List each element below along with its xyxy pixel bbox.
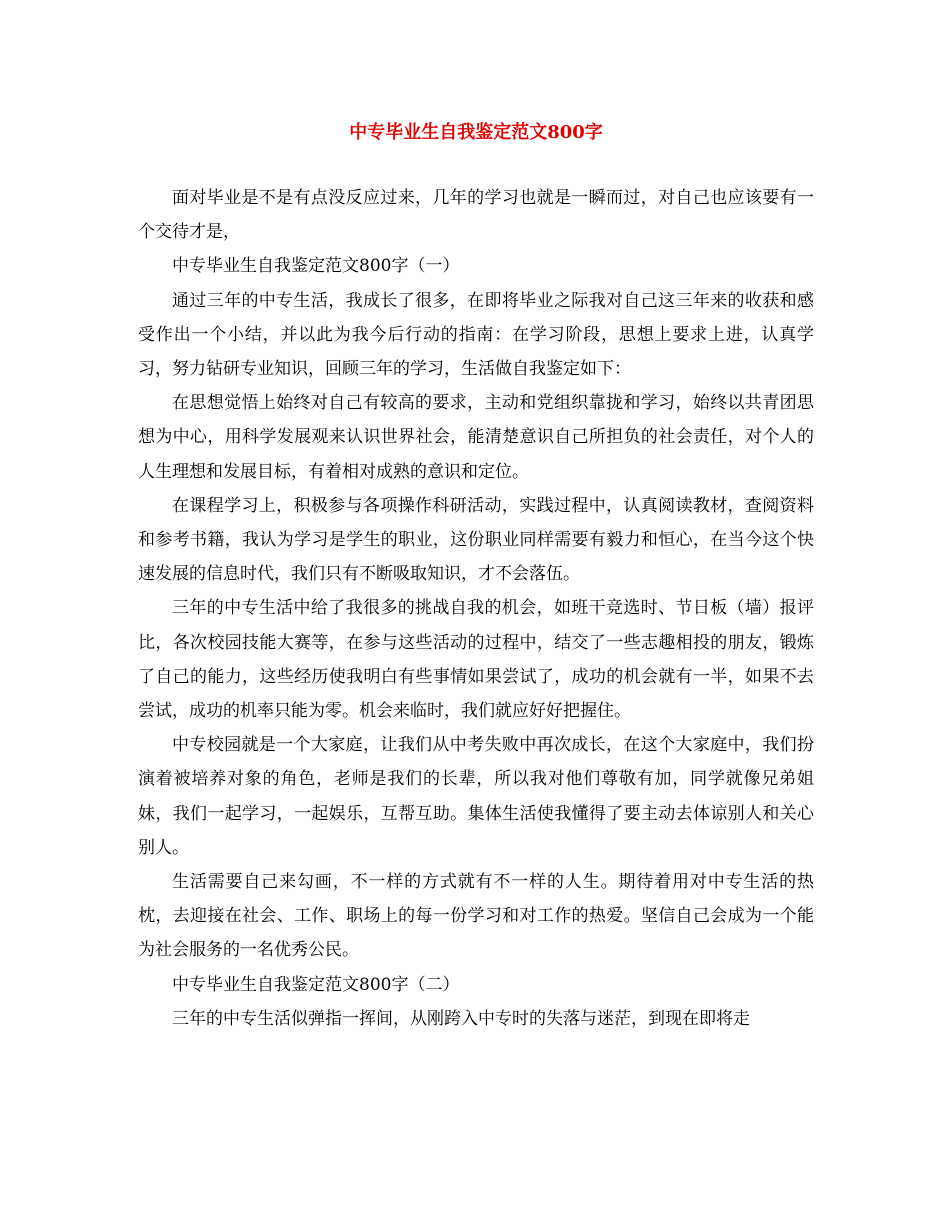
body-paragraph: 在思想觉悟上始终对自己有较高的要求，主动和党组织靠拢和学习，始终以共青团思想为中心，用科学发展观来认识世界社会，能清楚意识自己所担负的社会责任，对个人的人生理想和发展目标，有着相对成熟的意识和定位。 <box>138 393 814 482</box>
body-paragraph: 在课程学习上，积极参与各项操作科研活动，实践过程中，认真阅读教材，查阅资料和参考书籍，我认为学习是学生的职业，这份职业同样需要有毅力和恒心，在当今这个快速发展的信息时代，我们只有不断吸取知识，才不会落伍。 <box>138 495 814 585</box>
body-paragraph: 中专校园就是一个大家庭，让我们从中考失败中再次成长，在这个大家庭中，我们扮演着被培养对象的角色，老师是我们的长辈，所以我对他们尊敬有加，同学就像兄弟姐妹，我们一起学习，一起娱乐，互帮互助。集体生活使我懂得了要主动去体谅别人和关心别人。 <box>138 735 814 858</box>
document-title: 中专毕业生自我鉴定范文800字 <box>349 122 603 143</box>
section-heading-two: 中专毕业生自我鉴定范文800字（二） <box>172 974 460 995</box>
body-paragraph: 三年的中专生活似弹指一挥间，从刚跨入中专时的失落与迷茫，到现在即将走 <box>172 1008 750 1029</box>
intro-paragraph: 面对毕业是不是有点没反应过来，几年的学习也就是一瞬而过，对自己也应该要有一个交待才是， <box>138 188 814 243</box>
section-heading-one: 中专毕业生自我鉴定范文800字（一） <box>172 256 460 277</box>
document-body <box>138 118 814 1036</box>
body-paragraph: 生活需要自己来勾画，不一样的方式就有不一样的人生。期待着用对中专生活的热枕，去迎接在社会、工作、职场上的每一份学习和对工作的热爱。坚信自己会成为一个能为社会服务的一名优秀公民。 <box>138 872 814 961</box>
body-paragraph: 三年的中专生活中给了我很多的挑战自我的机会，如班干竞选时、节日板（墙）报评比，各次校园技能大赛等，在参与这些活动的过程中，结交了一些志趣相投的朋友，锻炼了自己的能力，这些经历使我明白有些事情如果尝试了，成功的机会就有一半，如果不去尝试，成功的机率只能为零。机会来临时，我们就应好好把握住。 <box>138 598 814 722</box>
body-paragraph: 通过三年的中专生活，我成长了很多，在即将毕业之际我对自己这三年来的收获和感受作出一个小结，并以此为我今后行动的指南：在学习阶段，思想上要求上进，认真学习，努力钻研专业知识，回顾三年的学习，生活做自我鉴定如下： <box>138 290 814 380</box>
